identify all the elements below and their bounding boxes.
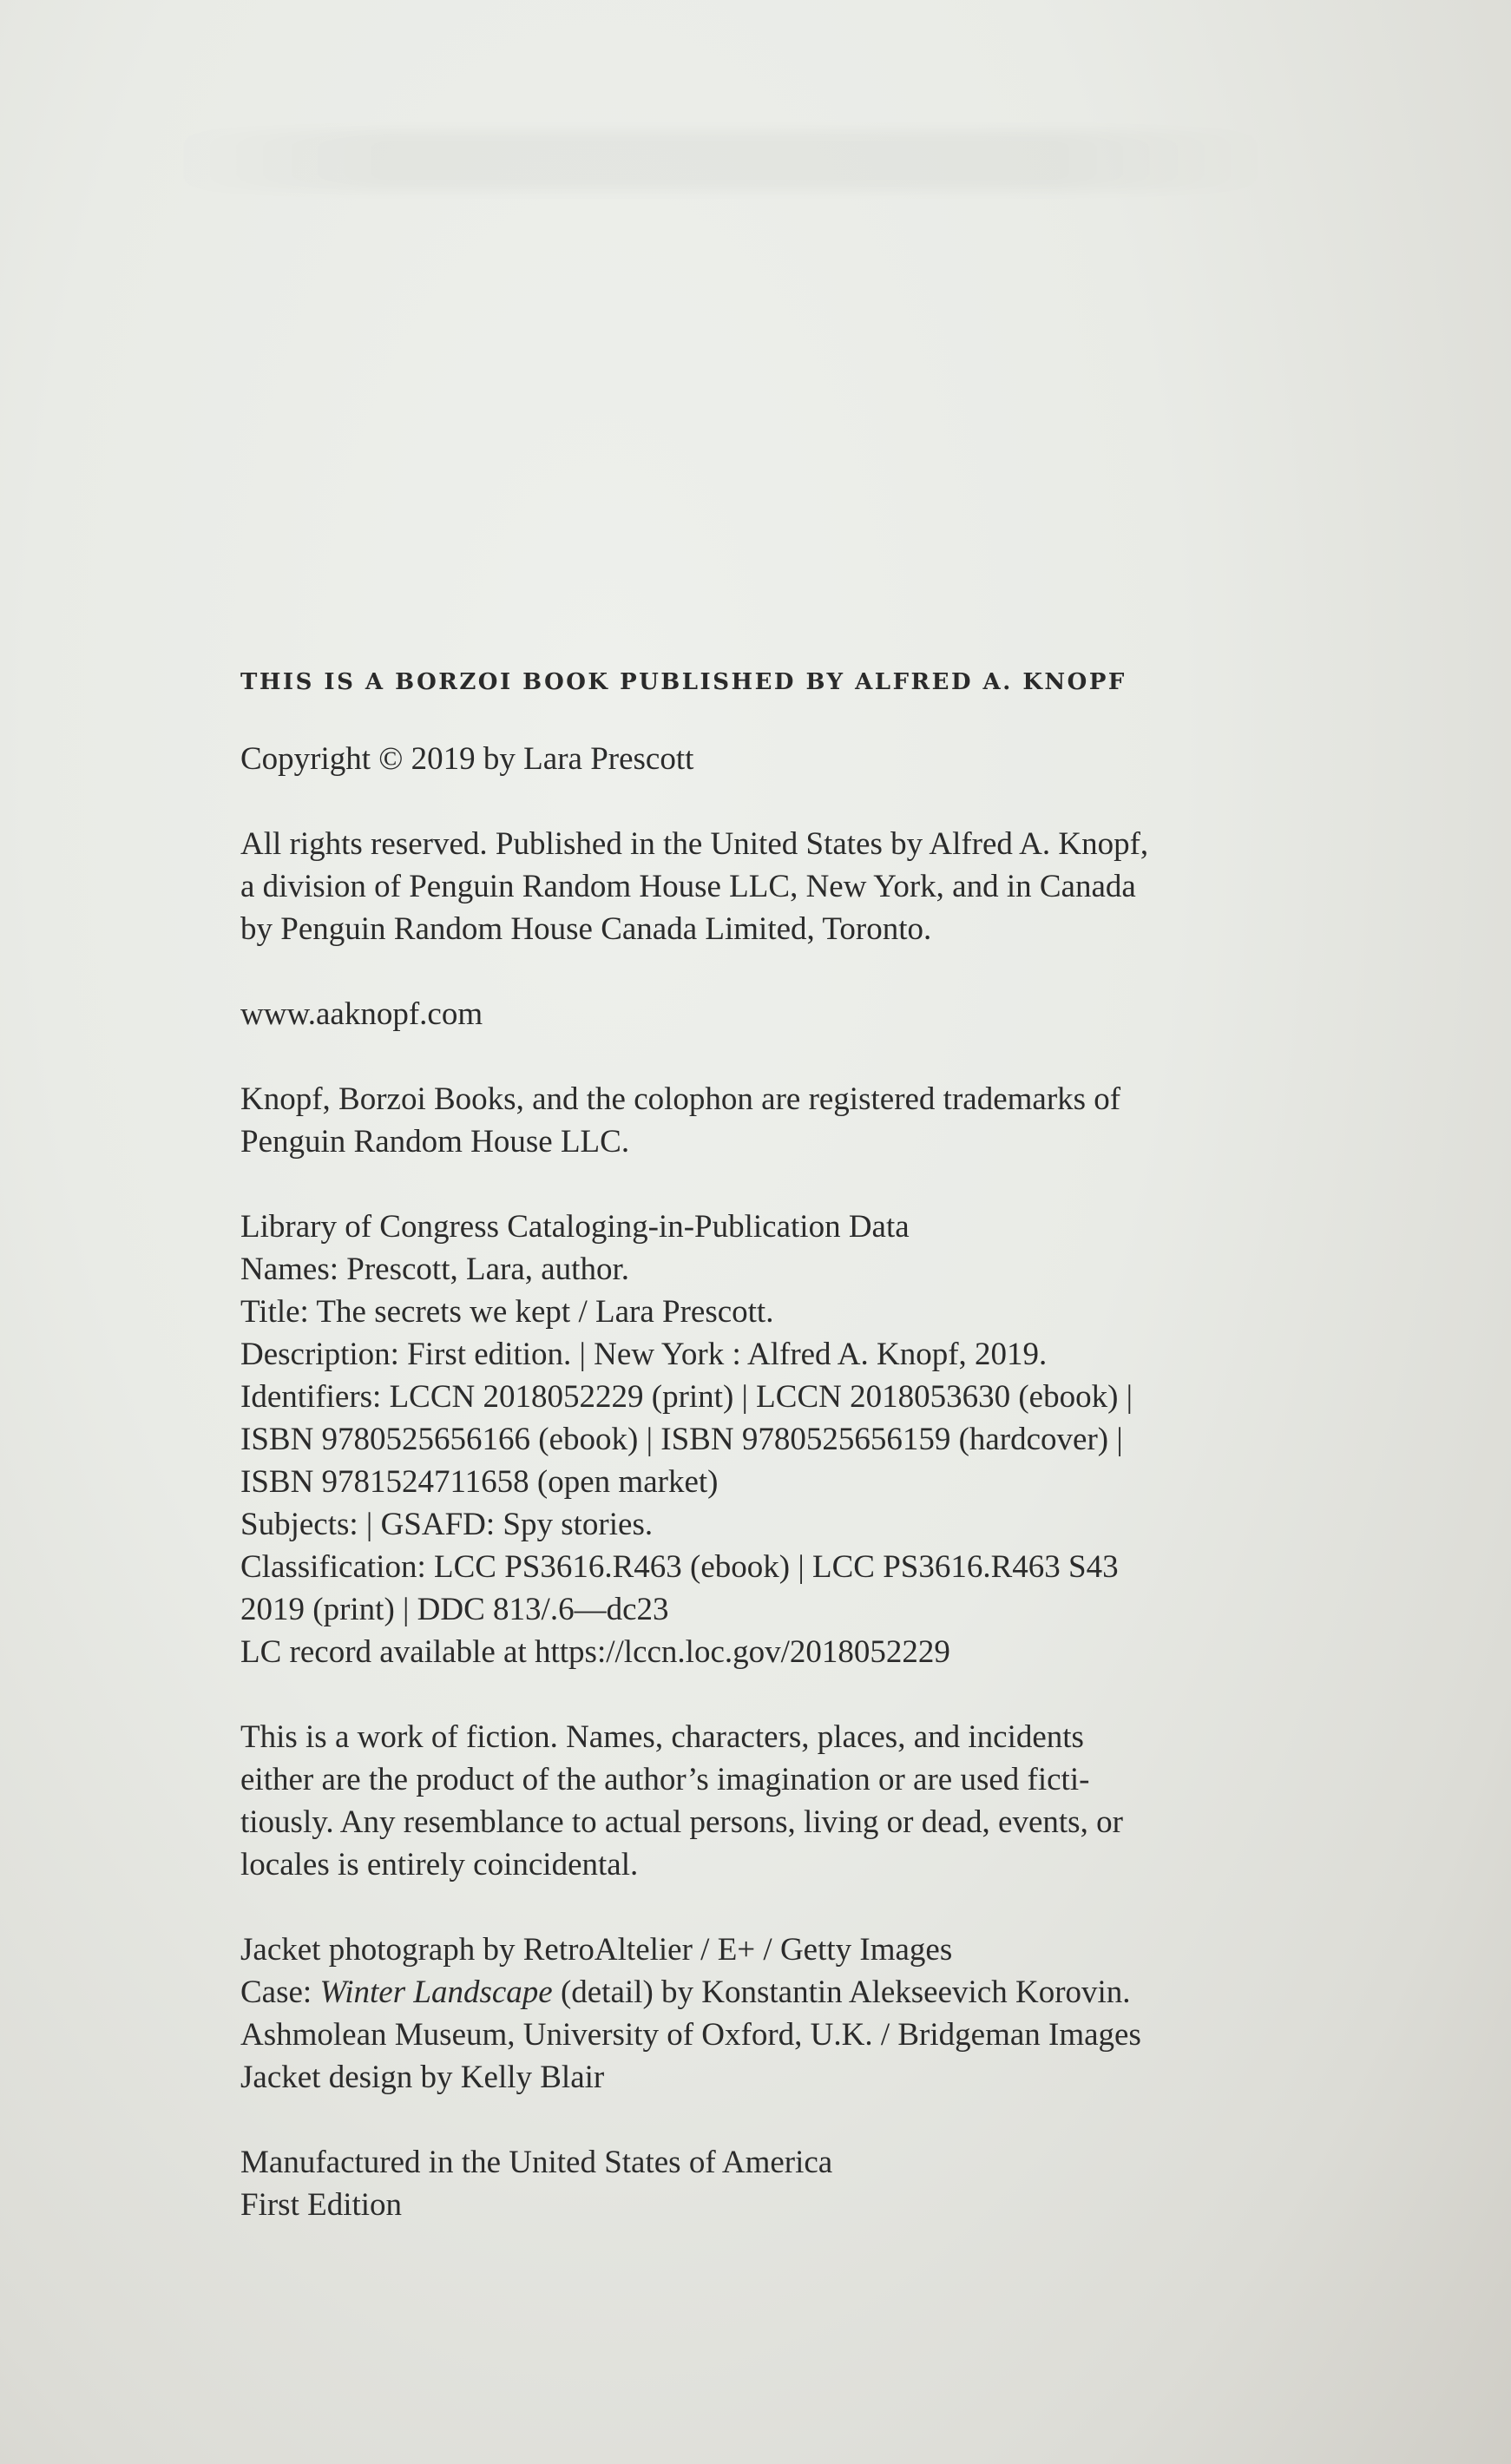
copyright-line: Copyright © 2019 by Lara Prescott (240, 741, 694, 777)
rights-statement (240, 823, 1265, 950)
copyright-notice (240, 738, 1265, 780)
jacket-photo-credit: Jacket photograph by RetroAltelier / E+ / Getty Images (240, 1932, 953, 1968)
case-artwork-title: Winter Landscape (319, 1974, 553, 2010)
show-through-shadow (156, 130, 1284, 191)
trademark-line: Knopf, Borzoi Books, and the colophon are registered trademarks of (240, 1081, 1121, 1117)
cip-line: LC record available at https://lccn.loc.gov/2018052229 (240, 1634, 950, 1670)
website-url: www.aaknopf.com (240, 996, 483, 1032)
disclaimer-line: This is a work of fiction. Names, characters, places, and incidents (240, 1719, 1084, 1755)
cip-line: Title: The secrets we kept / Lara Prescott. (240, 1294, 774, 1330)
jacket-design-credit: Jacket design by Kelly Blair (240, 2060, 605, 2095)
rights-line: All rights reserved. Published in the United States by Alfred A. Knopf, (240, 826, 1149, 862)
fiction-disclaimer (240, 1716, 1265, 1886)
disclaimer-line: tiously. Any resemblance to actual persons, living or dead, events, or (240, 1804, 1123, 1840)
cip-line: Identifiers: LCCN 2018052229 (print) | LCCN 2018053630 (ebook) | (240, 1379, 1133, 1415)
case-credit-source: Ashmolean Museum, University of Oxford, U.K. / Bridgeman Images (240, 2017, 1141, 2053)
cip-line: ISBN 9780525656166 (ebook) | ISBN 9780525656159 (hardcover) | (240, 1422, 1123, 1457)
cip-data (240, 1206, 1265, 1673)
cip-line: ISBN 9781524711658 (open market) (240, 1464, 719, 1500)
case-credit-rest: (detail) by Konstantin Alekseevich Korovin. (552, 1974, 1131, 2010)
manufacture-info (240, 2141, 1265, 2226)
cip-line: Subjects: | GSAFD: Spy stories. (240, 1507, 654, 1542)
case-credit (240, 1971, 1265, 2014)
publisher-website (240, 993, 1265, 1035)
image-credits (240, 1928, 1265, 2099)
case-prefix: Case: (240, 1974, 320, 2010)
cip-line: Description: First edition. | New York : Alfred A. Knopf, 2019. (240, 1337, 1048, 1372)
trademark-notice (240, 1078, 1265, 1163)
disclaimer-line: either are the product of the author’s imagination or are used ficti- (240, 1762, 1090, 1797)
cip-line: Names: Prescott, Lara, author. (240, 1252, 629, 1287)
cip-line: 2019 (print) | DDC 813/.6—dc23 (240, 1592, 669, 1627)
rights-line: a division of Penguin Random House LLC, New York, and in Canada (240, 869, 1136, 904)
manufactured-line: Manufactured in the United States of America (240, 2145, 833, 2180)
trademark-line: Penguin Random House LLC. (240, 1124, 630, 1160)
cip-line: Classification: LCC PS3616.R463 (ebook) | LCC PS3616.R463 S43 (240, 1549, 1119, 1585)
edition-line: First Edition (240, 2187, 403, 2223)
rights-line: by Penguin Random House Canada Limited, Toronto. (240, 911, 932, 947)
disclaimer-line: locales is entirely coincidental. (240, 1847, 639, 1882)
cip-line: Library of Congress Cataloging-in-Publication Data (240, 1209, 910, 1245)
colophon (240, 668, 1265, 2226)
publisher-heading: THIS IS A BORZOI BOOK PUBLISHED BY ALFRED A. KNOPF (240, 669, 1127, 695)
